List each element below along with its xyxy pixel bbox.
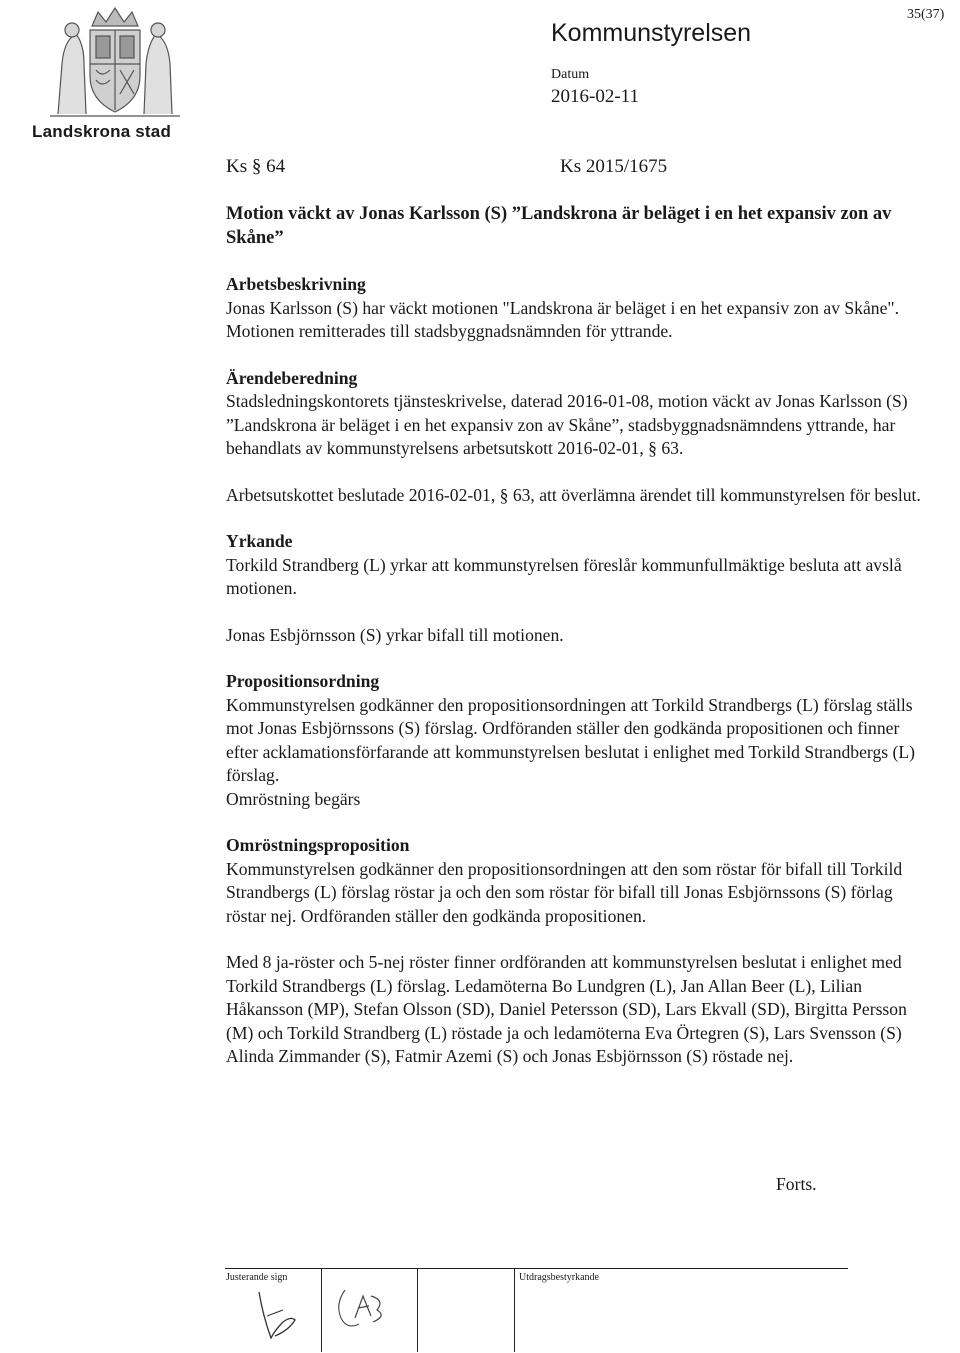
date-label: Datum bbox=[551, 67, 590, 82]
continuation-note: Forts. bbox=[776, 1174, 817, 1194]
signature-initials bbox=[331, 1284, 393, 1334]
document-title: Motion väckt av Jonas Karlsson (S) ”Landskrona är beläget i en het expansiv zon av Skåne” bbox=[226, 204, 892, 248]
organization-name: Landskrona stad bbox=[32, 122, 172, 141]
page-number: 35(37) bbox=[907, 7, 945, 22]
section-text: Stadsledningskontorets tjänsteskrivelse, daterad 2016-01-08, motion väckt av Jonas Karlsson (S) ”Landskrona är beläget i en het expansiv zon av Skåne”, stadsbyggnadsnämndens yttrande, har behandlats av kommunstyrelsens arbetsutskott 2016-02-01, § 63. bbox=[226, 391, 908, 458]
section-propositionsordning bbox=[226, 670, 926, 811]
section-yrkande bbox=[226, 530, 926, 647]
footer-divider bbox=[514, 1268, 515, 1352]
utdragsbestyrkande-label: Utdragsbestyrkande bbox=[519, 1272, 599, 1283]
section-heading: Propositionsordning bbox=[226, 671, 380, 691]
section-arbetsbeskrivning bbox=[226, 273, 926, 344]
justerande-sign-label: Justerande sign bbox=[226, 1272, 288, 1283]
section-text: Arbetsutskottet beslutade 2016-02-01, § 63, att överlämna ärendet till kommunstyrelsen för beslut. bbox=[226, 484, 921, 505]
section-heading: Omröstningsproposition bbox=[226, 835, 410, 855]
section-text: Omröstning begärs bbox=[226, 788, 361, 809]
section-text: Kommunstyrelsen godkänner den propositionsordningen att Torkild Strandbergs (L) förslag ställs mot Jonas Esbjörnssons (S) förslag. Ordföranden ställer den godkända propositionen och finner efter acklamationsförfarande att kommunstyrelsen beslutat i enlighet med Torkild Strandbergs (L) förslag. bbox=[226, 694, 915, 785]
document-body bbox=[226, 202, 926, 1069]
case-paragraph: Ks § 64 bbox=[226, 156, 286, 177]
signature-initials bbox=[253, 1286, 303, 1348]
footer-divider bbox=[417, 1268, 418, 1352]
section-text: Jonas Karlsson (S) har väckt motionen "Landskrona är beläget i en het expansiv zon av Skåne". Motionen remitterades till stadsbyggnadsnämnden för yttrande. bbox=[226, 297, 899, 341]
case-diary-number: Ks 2015/1675 bbox=[560, 156, 668, 177]
section-text: Jonas Esbjörnsson (S) yrkar bifall till motionen. bbox=[226, 624, 564, 645]
section-omrostningsproposition bbox=[226, 834, 926, 1069]
signature-footer bbox=[225, 1268, 848, 1352]
footer-divider bbox=[321, 1268, 322, 1352]
section-arendeberedning bbox=[226, 367, 926, 508]
section-heading: Ärendeberedning bbox=[226, 367, 358, 388]
date-value: 2016-02-11 bbox=[551, 86, 639, 107]
section-text: Torkild Strandberg (L) yrkar att kommunstyrelsen föreslår kommunfullmäktige besluta att avslå motionen. bbox=[226, 554, 902, 598]
section-heading: Yrkande bbox=[226, 531, 293, 551]
coat-of-arms-logo bbox=[40, 4, 190, 122]
section-heading: Arbetsbeskrivning bbox=[226, 274, 366, 294]
footer-divider bbox=[225, 1268, 848, 1269]
section-text: Kommunstyrelsen godkänner den propositionsordningen att den som röstar för bifall till Torkild Strandbergs (L) förslag röstar ja och den som röstar för bifall till Jonas Esbjörnssons (S) förlag röstar nej. Ordföranden ställer den godkända propositionen. bbox=[226, 858, 903, 926]
section-text: Med 8 ja-röster och 5-nej röster finner ordföranden att kommunstyrelsen beslutat i enlighet med Torkild Strandbergs (L) förslag. Ledamöterna Bo Lundgren (L), Jan Allan Beer (L), Lilian Håkansson (MP), Stefan Olsson (SD), Daniel Petersson (SD), Lars Ekvall (SD), Birgitta Persson (M) och Torkild Strandberg (L) röstade ja och ledamöterna Eva Örtegren (S), Lars Svensson (S) Alinda Zimmander (S), Fatmir Azemi (S) och Jonas Esbjörnsson (S) röstade nej. bbox=[226, 952, 907, 1066]
body-title: Kommunstyrelsen bbox=[551, 19, 752, 47]
